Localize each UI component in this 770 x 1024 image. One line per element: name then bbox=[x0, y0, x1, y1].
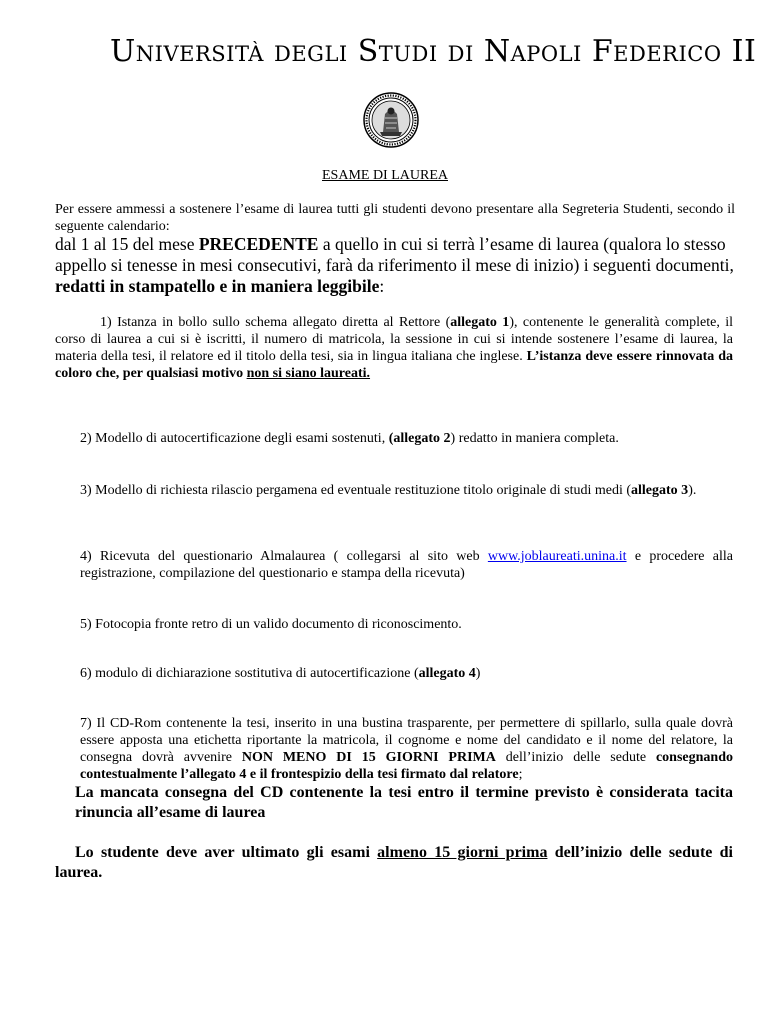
item-3-allegato: allegato 3 bbox=[631, 483, 689, 498]
item-3-text: 3) Modello di richiesta rilascio pergamena ed eventuale restituzione titolo originale di studi medi ( bbox=[80, 483, 632, 498]
item-1-note-underlined: non si siano laureati. bbox=[246, 366, 371, 381]
exam-deadline-text: Lo studente deve aver ultimato gli esami bbox=[75, 844, 378, 861]
list-item-3 bbox=[80, 482, 733, 499]
item-7-text: dell’inizio delle sedute bbox=[495, 750, 656, 765]
intro-text: Per essere ammessi a sostenere l’esame di laurea tutti gli studenti devono presentare alla Segreteria Studenti, secondo il seguente calendario: bbox=[55, 202, 735, 234]
item-6-text: 6) modulo di dichiarazione sostitutiva di autocertificazione ( bbox=[80, 666, 419, 681]
intro-deadline-part: dal 1 al 15 del mese bbox=[55, 234, 199, 254]
exam-deadline-underlined: almeno 15 giorni prima bbox=[377, 844, 548, 861]
list-item-2 bbox=[80, 430, 733, 447]
item-4-text: e procedere alla registrazione, compilazione del questionario e stampa della ricevuta) bbox=[80, 549, 733, 581]
warning-note: La mancata consegna del CD contenente la tesi entro il termine previsto è considerata tacita rinuncia all’esame di laurea bbox=[75, 784, 733, 821]
item-1-text: 1) Istanza in bollo sullo schema allegato diretta al Rettore ( bbox=[100, 315, 451, 330]
exam-deadline-note bbox=[55, 843, 733, 883]
intro-deadline-part: a quello in cui si terrà l’esame di laurea (qualora lo stesso appello si tenesse in mesi consecutivi, farà da riferimento il mese di inizio) i seguenti documenti, bbox=[55, 234, 734, 275]
item-6-text: ) bbox=[475, 666, 481, 681]
list-item-7 bbox=[80, 715, 733, 783]
item-4-text: 4) Ricevuta del questionario Almalaurea ( collegarsi al sito web bbox=[80, 549, 488, 564]
item-2-allegato: (allegato 2 bbox=[388, 431, 451, 446]
document-title: ESAME DI LAUREA bbox=[322, 168, 448, 183]
item-7-consegna: consegnando contestualmente l’allegato 4 e il frontespizio della tesi firmato dal relatore bbox=[80, 750, 733, 782]
item-6-allegato: allegato 4 bbox=[418, 666, 476, 681]
intro-stampatello: redatti in stampatello e in maniera leggibile bbox=[55, 276, 380, 296]
university-seal-icon bbox=[363, 92, 419, 148]
list-item-5: 5) Fotocopia fronte retro di un valido documento di riconoscimento. bbox=[80, 617, 462, 632]
list-item-4 bbox=[80, 548, 733, 582]
item-1-note: L’istanza deve essere rinnovata da coloro che, per qualsiasi motivo bbox=[55, 349, 733, 381]
item-7-deadline: NON MENO DI 15 GIORNI PRIMA bbox=[241, 750, 496, 765]
university-header: Università degli Studi di Napoli Federico II bbox=[110, 34, 757, 69]
list-item-1 bbox=[55, 314, 733, 382]
item-1-allegato: allegato 1 bbox=[450, 315, 510, 330]
joblaureati-link[interactable]: www.joblaureati.unina.it bbox=[487, 549, 627, 564]
intro-deadline-colon: : bbox=[379, 276, 385, 296]
item-7-end: ; bbox=[518, 767, 523, 782]
intro-precedente: PRECEDENTE bbox=[198, 234, 319, 254]
item-1-text: ), contenente le generalità complete, il corso di laurea a cui si è iscritti, il numero di matricola, la sessione in cui si intende sostenere l’esame di laurea, la materia della tesi, il relatore ed il titolo della tesi, sia in lingua italiana che inglese. bbox=[55, 315, 733, 364]
list-item-6 bbox=[80, 665, 733, 682]
item-2-text: ) redatto in maniera completa. bbox=[450, 431, 619, 446]
intro-deadline bbox=[55, 234, 735, 297]
item-2-text: 2) Modello di autocertificazione degli esami sostenuti, bbox=[80, 431, 389, 446]
exam-deadline-text: dell’inizio delle sedute di laurea. bbox=[55, 844, 734, 881]
item-3-text: ). bbox=[688, 483, 697, 498]
item-7-text: 7) Il CD-Rom contenente la tesi, inserito in una bustina trasparente, per permettere di spillarlo, sulla quale dovrà essere apposta una etichetta riportante la matricola, il cognome e nome del candidato e il nome del relatore, la consegna dovrà avvenire bbox=[80, 716, 733, 765]
